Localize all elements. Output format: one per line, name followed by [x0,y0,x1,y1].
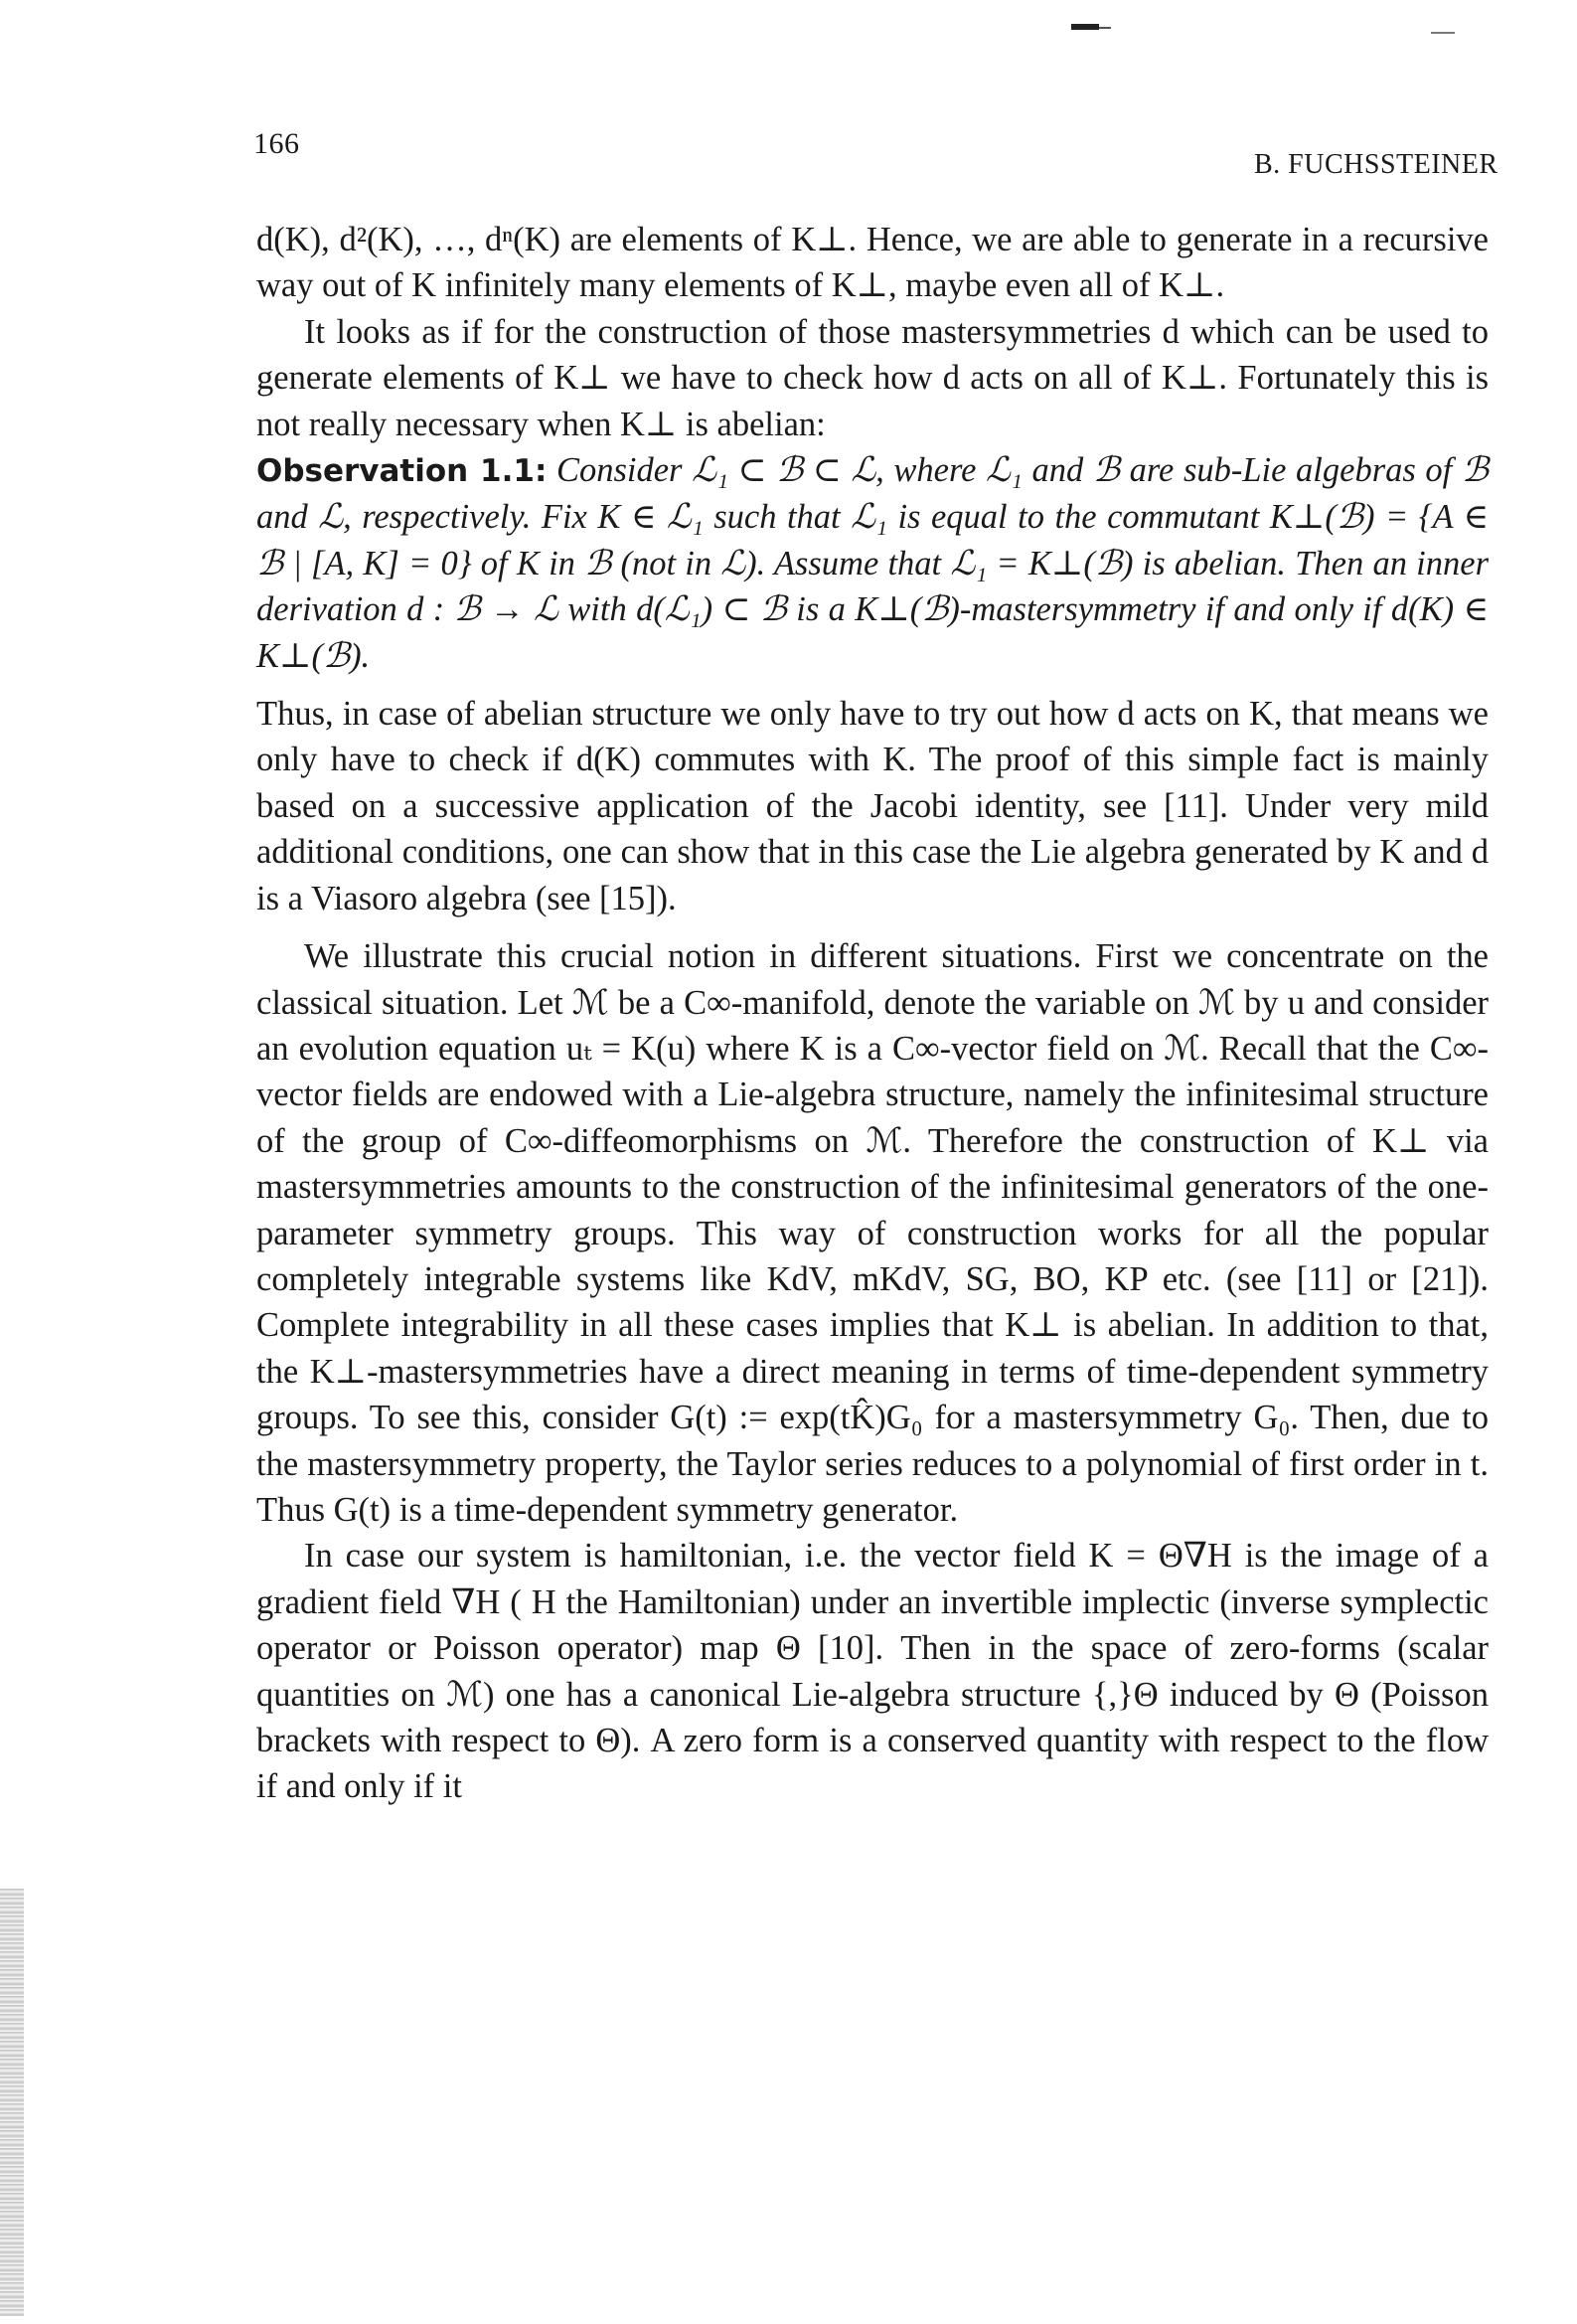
observation-label: Observation 1.1: [256,453,548,490]
running-head-author: B. FUCHSSTEINER [1254,149,1498,180]
page-body [256,217,1489,1810]
scan-artifact-right [1431,32,1455,34]
scan-artifact-top-tail [1099,27,1111,29]
paragraph-2: It looks as if for the construction of those mastersymmetries d which can be used to generate elements of K⊥ we have to check how d acts on all of K⊥. Fortunately this is not really necessary when K⊥ is abelian: [256,312,1489,443]
scan-artifact-top [1071,24,1099,30]
observation-1-1 [256,447,1489,679]
paragraph-3: Thus, in case of abelian structure we only have to try out how d acts on K, that means we only have to check if d(K) commutes with K. The proof of this simple fact is mainly based on a successive application of the Jacobi identity, see [11]. Under very mild additional conditions, one can show that in this case the Lie algebra generated by K and d is a Viasoro algebra (see [15]). [256,695,1489,917]
scan-edge-artifact [0,1889,24,2316]
page-number: 166 [253,127,300,160]
paragraph-1: d(K), d²(K), …, dⁿ(K) are elements of K⊥. Hence, we are able to generate in a recursive way out of K infinitely many elements of K⊥, maybe even all of K⊥. [256,221,1489,305]
observation-text: Consider ℒ₁ ⊂ ℬ ⊂ ℒ, where ℒ₁ and ℬ are sub-Lie algebras of ℬ and ℒ, respectively. Fix K ∈ ℒ₁ such that ℒ₁ is equal to the commutant K⊥(ℬ) = {A ∈ ℬ | [A, K] = 0} of K in ℬ (not in ℒ). Assume that ℒ₁ = K⊥(ℬ) is abelian. Then an inner derivation d : ℬ → ℒ with d(ℒ₁) ⊂ ℬ is a K⊥(ℬ)-mastersymmetry if and only if d(K) ∈ K⊥(ℬ). [256,451,1489,675]
paragraph-4: We illustrate this crucial notion in different situations. First we concentrate on the classical situation. Let ℳ be a C∞-manifold, denote the variable on ℳ by u and consider an evolution equation uₜ = K(u) where K is a C∞-vector field on ℳ. Recall that the C∞-vector fields are endowed with a Lie-algebra structure, namely the infinitesimal structure of the group of C∞-diffeomorphisms on ℳ. Therefore the construction of K⊥ via mastersymmetries amounts to the construction of the infinitesimal generators of the one-parameter symmetry groups. This way of construction works for all the popular completely integrable systems like KdV, mKdV, SG, BO, KP etc. (see [11] or [21]). Complete integrability in all these cases implies that K⊥ is abelian. In addition to that, the K⊥-mastersymmetries have a direct meaning in terms of time-dependent symmetry groups. To see this, consider G(t) := exp(tK̂)G₀ for a mastersymmetry G₀. Then, due to the mastersymmetry property, the Taylor series reduces to a polynomial of first order in t. Thus G(t) is a time-dependent symmetry generator. [256,937,1489,1529]
paragraph-5: In case our system is hamiltonian, i.e. the vector field K = Θ∇H is the image of a gradient field ∇H ( H the Hamiltonian) under an invertible implectic (inverse symplectic operator or Poisson operator) map Θ [10]. Then in the space of zero-forms (scalar quantities on ℳ) one has a canonical Lie-algebra structure {,}Θ induced by Θ (Poisson brackets with respect to Θ). A zero form is a conserved quantity with respect to the flow if and only if it [256,1537,1489,1806]
